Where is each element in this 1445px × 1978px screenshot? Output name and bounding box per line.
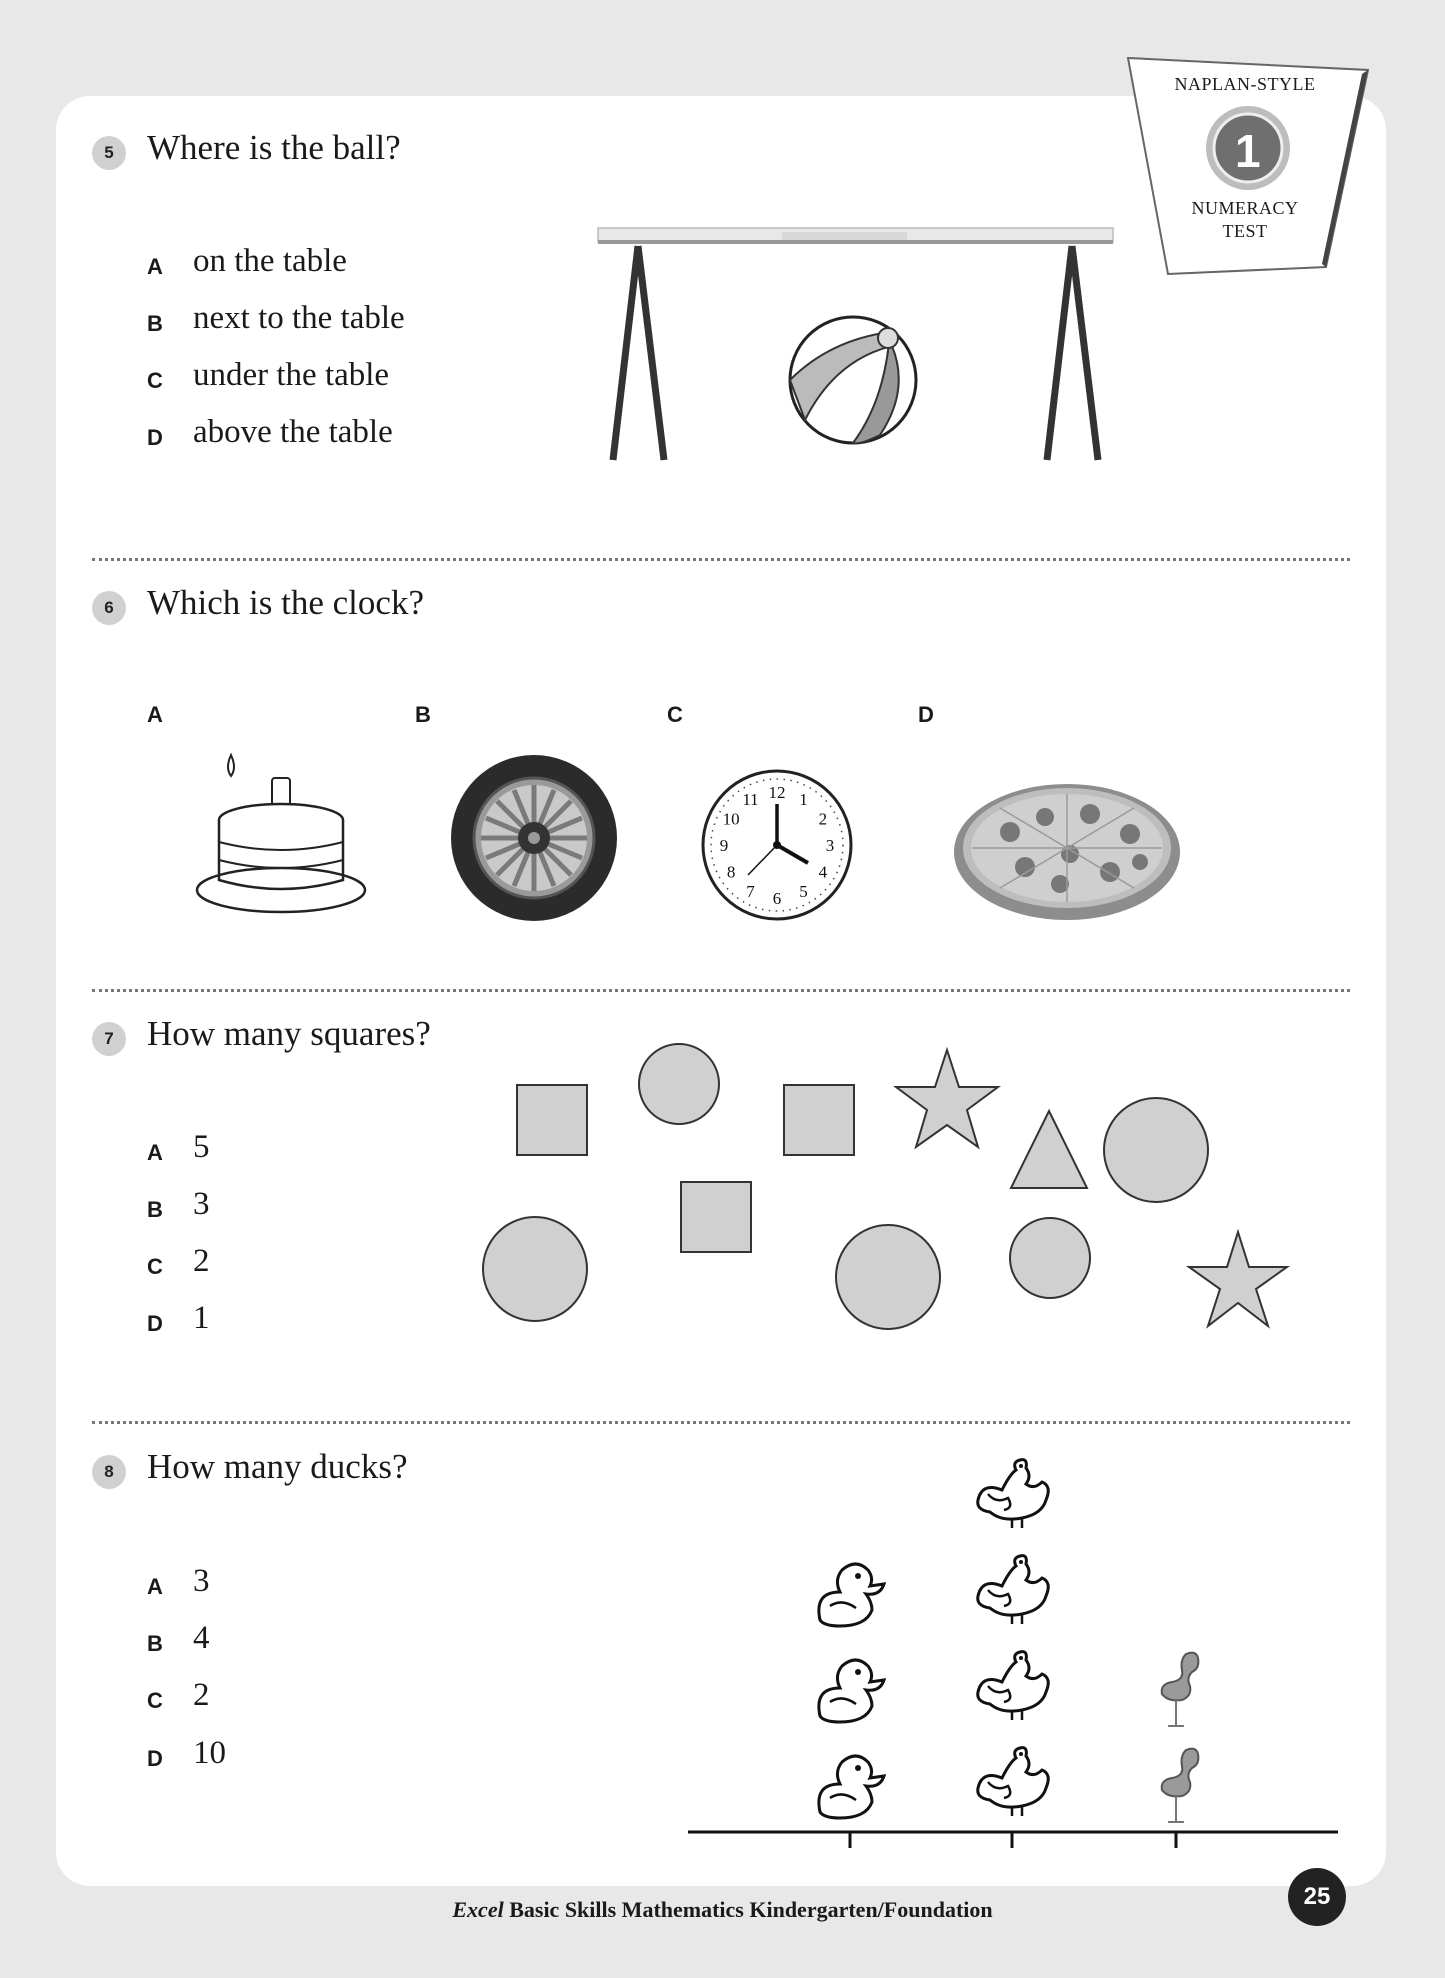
triangle-shape [1011, 1111, 1087, 1188]
badge-bottom-text-1: NUMERACY [1191, 198, 1299, 218]
question-6-number: 6 [92, 591, 126, 625]
animal-picture-graph [680, 1440, 1340, 1860]
clock-numeral: 9 [719, 836, 729, 855]
q7-option-a-text[interactable]: 5 [193, 1129, 210, 1165]
footer-brand: Excel [452, 1897, 504, 1922]
page-number: 25 [1288, 1868, 1346, 1926]
q7-option-d-letter: D [147, 1311, 163, 1336]
circle-shape [836, 1225, 940, 1329]
q8-option-b-letter: B [147, 1631, 163, 1656]
separator-3 [92, 1421, 1350, 1424]
clock-numeral: 4 [818, 862, 828, 882]
square-shape [784, 1085, 854, 1155]
footer-title: Basic Skills Mathematics Kindergarten/Foundation [509, 1897, 993, 1922]
question-5-text: Where is the ball? [147, 128, 401, 167]
badge-bottom-text-2: TEST [1222, 221, 1268, 241]
q7-option-b-letter: B [147, 1197, 163, 1222]
flamingo-icon [1162, 1749, 1199, 1822]
q8-option-a-letter: A [147, 1574, 163, 1599]
clock-numeral: 2 [818, 809, 828, 829]
pizza-icon[interactable] [950, 772, 1185, 922]
flamingo-icon [1162, 1653, 1199, 1726]
square-shape [681, 1182, 751, 1252]
question-8-text: How many ducks? [147, 1447, 408, 1486]
q7-option-a-letter: A [147, 1140, 163, 1165]
duck-icon [819, 1564, 884, 1626]
rooster-icon [978, 1748, 1049, 1816]
square-shape [517, 1085, 587, 1155]
rooster-icon [978, 1460, 1049, 1528]
naplan-badge [1120, 52, 1370, 277]
duck-icon [819, 1756, 884, 1818]
badge-top-text: NAPLAN-STYLE [1174, 74, 1316, 94]
circle-shape [483, 1217, 587, 1321]
duck-icon [819, 1660, 884, 1722]
clock-icon[interactable] [700, 768, 855, 923]
clock-numeral: 10 [722, 809, 740, 829]
page-footer [0, 1897, 1445, 1923]
q7-option-c-text[interactable]: 2 [193, 1243, 210, 1279]
question-5-number: 5 [92, 136, 126, 170]
star-shape [1189, 1232, 1287, 1326]
q8-option-c-text[interactable]: 2 [193, 1677, 210, 1713]
rooster-icon [978, 1652, 1049, 1720]
clock-numeral: 11 [742, 790, 759, 810]
q8-option-b-text[interactable]: 4 [193, 1620, 210, 1656]
q6-choice-a-letter: A [147, 702, 163, 727]
q6-choice-b-letter: B [415, 702, 431, 727]
clock-numeral: 6 [772, 889, 782, 908]
q5-option-b-text[interactable]: next to the table [193, 300, 405, 336]
question-7-text: How many squares? [147, 1014, 431, 1053]
circle-shape [639, 1044, 719, 1124]
question-7-number: 7 [92, 1022, 126, 1056]
q8-option-a-text[interactable]: 3 [193, 1563, 210, 1599]
q5-option-c-letter: C [147, 368, 163, 393]
q7-option-d-text[interactable]: 1 [193, 1300, 210, 1336]
clock-numeral: 12 [768, 783, 786, 802]
separator-1 [92, 558, 1350, 561]
question-6-text: Which is the clock? [147, 583, 424, 622]
q5-option-d-letter: D [147, 425, 163, 450]
circle-shape [1104, 1098, 1208, 1202]
q7-option-c-letter: C [147, 1254, 163, 1279]
q5-option-a-letter: A [147, 254, 163, 279]
q6-choice-d-letter: D [918, 702, 934, 727]
q8-option-d-letter: D [147, 1746, 163, 1771]
q8-option-d-text[interactable]: 10 [193, 1735, 226, 1771]
badge-number: 1 [1234, 125, 1262, 177]
clock-numeral: 8 [726, 862, 736, 882]
clock-numeral: 3 [825, 836, 835, 855]
star-shape [896, 1050, 998, 1147]
circle-shape [1010, 1218, 1090, 1298]
rooster-icon [978, 1556, 1049, 1624]
q6-choice-c-letter: C [667, 702, 683, 727]
q5-option-a-text[interactable]: on the table [193, 243, 347, 279]
q7-option-b-text[interactable]: 3 [193, 1186, 210, 1222]
clock-numeral: 7 [746, 881, 755, 901]
q5-option-d-text[interactable]: above the table [193, 414, 393, 450]
q5-option-c-text[interactable]: under the table [193, 357, 390, 393]
clock-numeral: 1 [799, 790, 808, 810]
question-8-number: 8 [92, 1455, 126, 1489]
separator-2 [92, 989, 1350, 992]
q8-option-c-letter: C [147, 1688, 163, 1713]
table-with-ball-illustration [590, 220, 1120, 470]
wheel-icon[interactable] [448, 752, 620, 924]
clock-numeral: 5 [799, 881, 808, 901]
ball-icon [790, 317, 916, 443]
q5-option-b-letter: B [147, 311, 163, 336]
shapes-illustration [470, 1035, 1320, 1350]
cake-icon[interactable] [195, 750, 370, 920]
